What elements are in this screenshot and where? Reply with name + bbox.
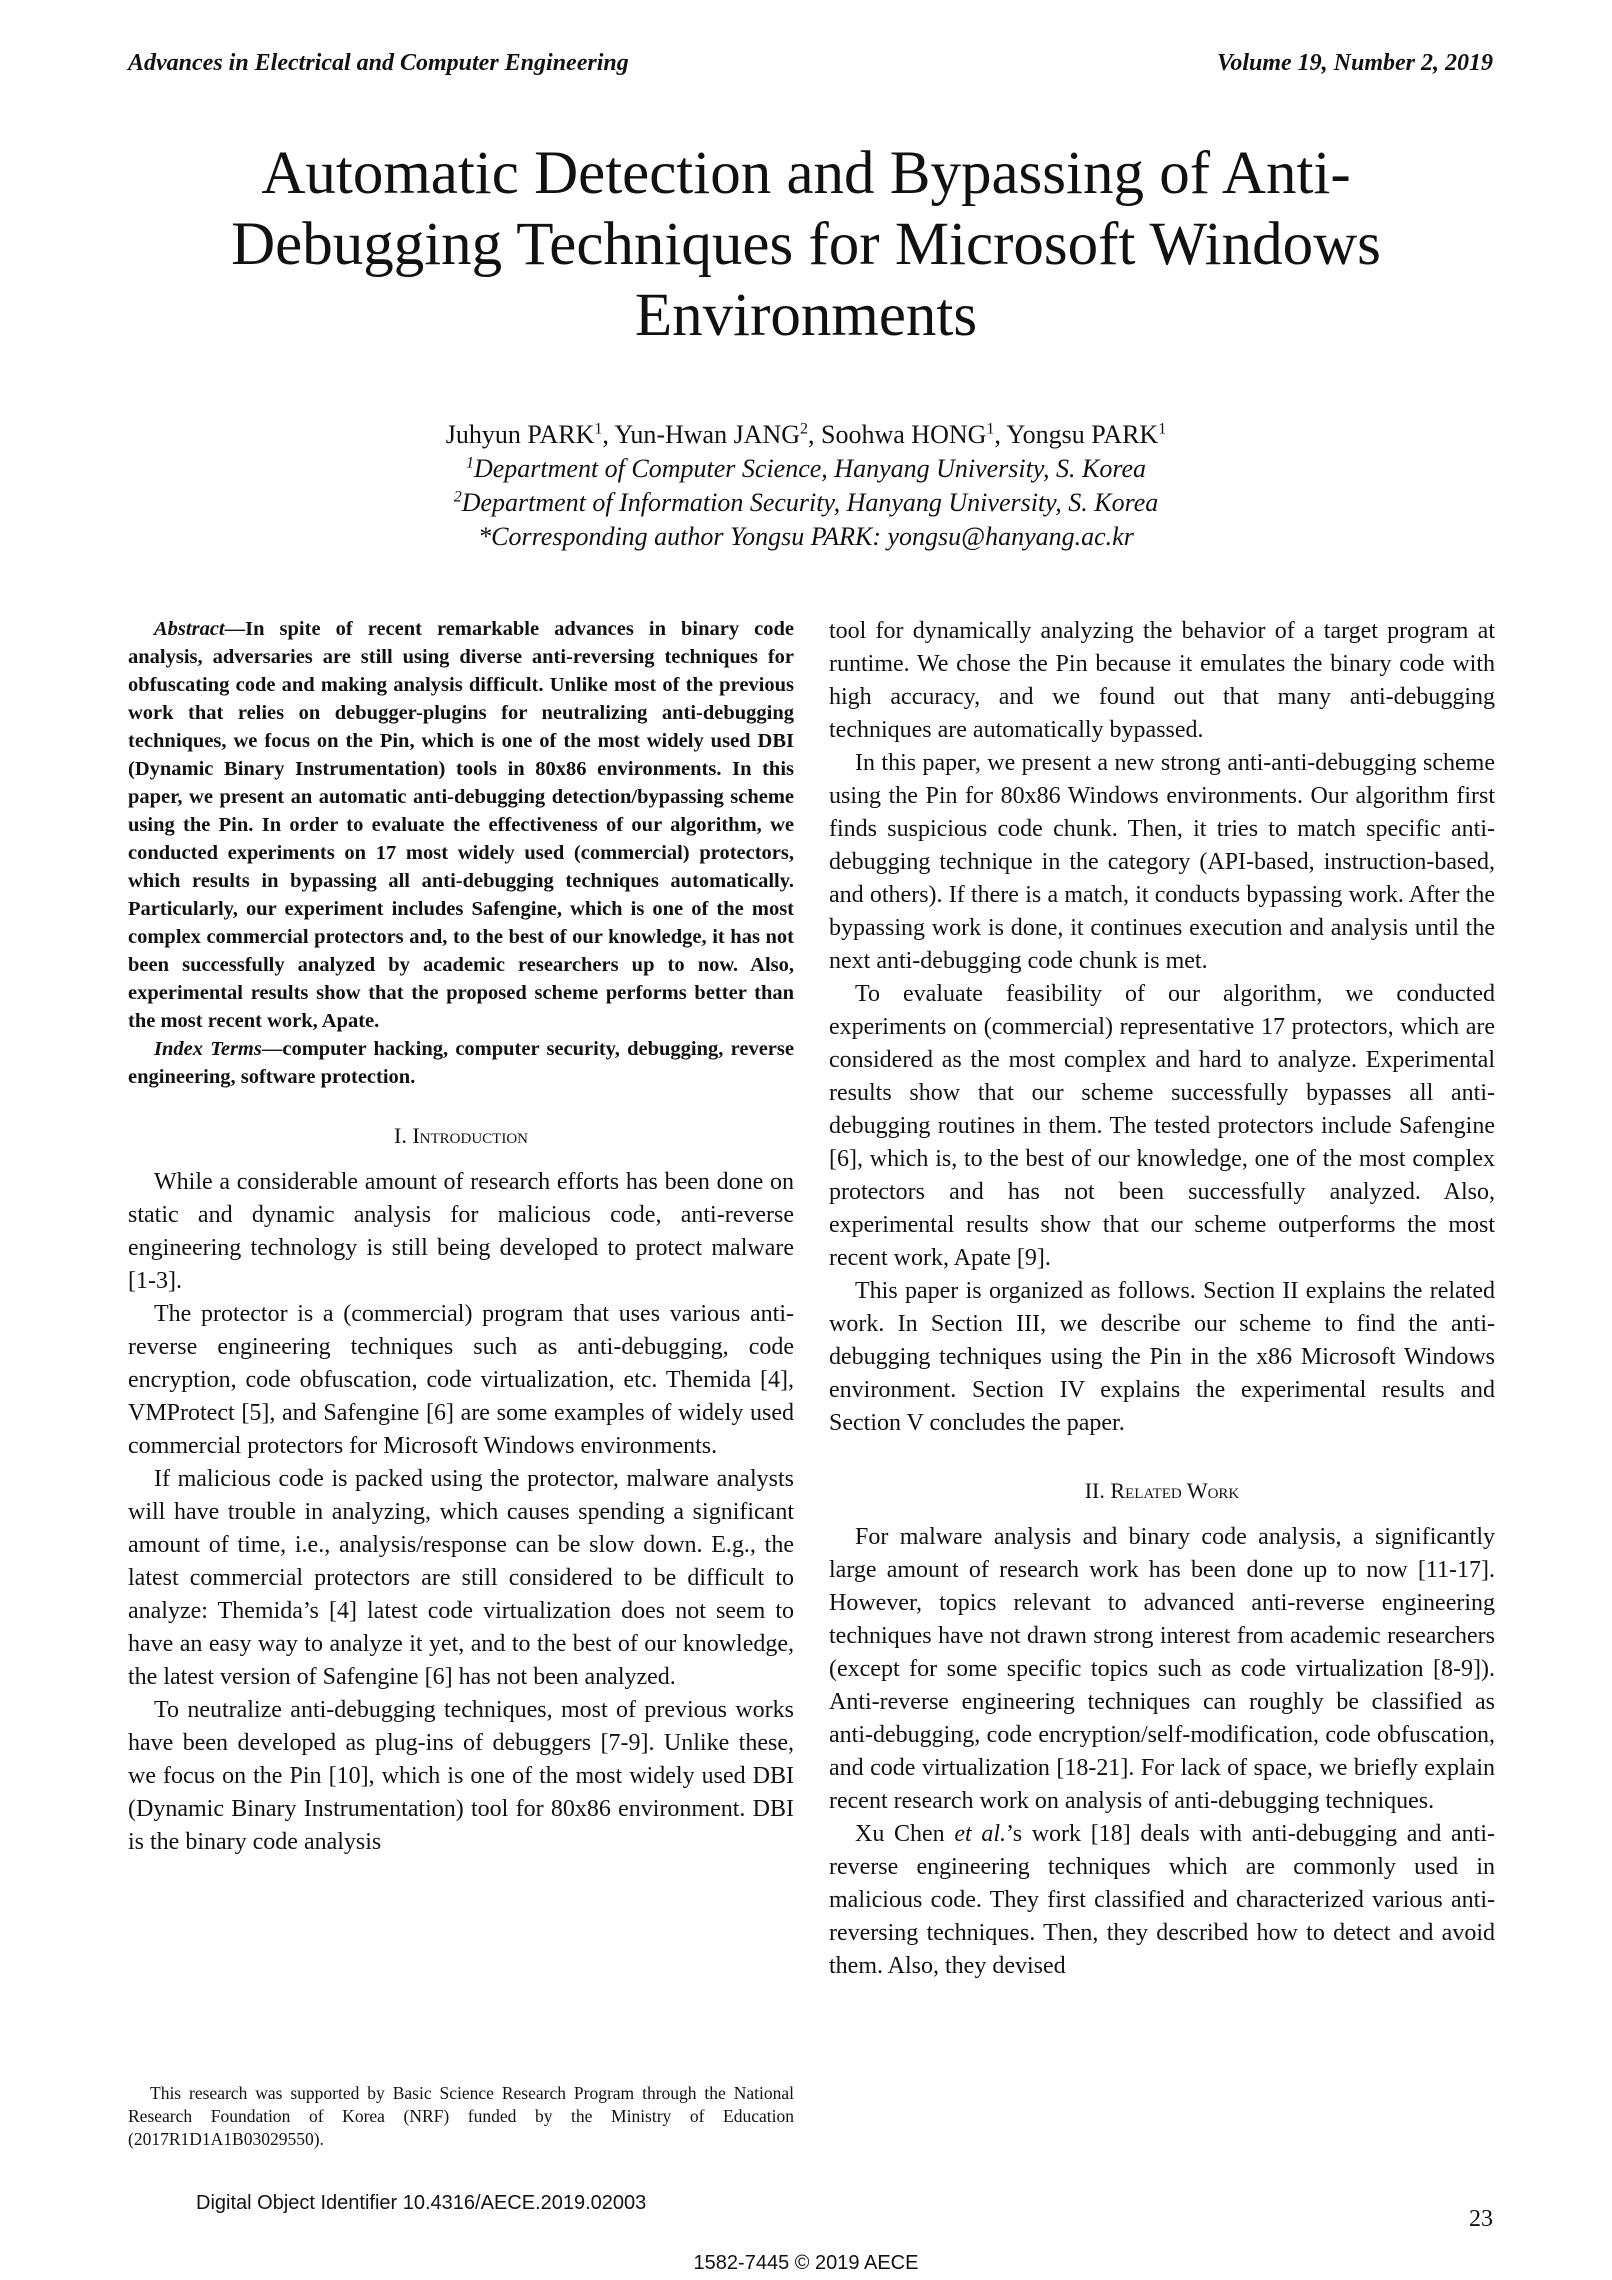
title-line: Environments (634, 282, 978, 349)
issn-copyright: 1582-7445 © 2019 AECE (693, 2252, 919, 2274)
text-run: ’s work [18] deals with anti-debugging and anti-reverse engineering techniques which are commonly used in malicious code. They first classified and characterized various anti-reversing techniques. Then, they described how to detect and avoid them. Also, they devised (829, 1821, 1495, 1979)
running-header (128, 50, 1493, 84)
author-sup: 2 (800, 420, 809, 438)
affiliation-text: Department of Information Security, Hanyang University, S. Korea (461, 488, 1159, 517)
body-paragraph: For malware analysis and binary code analysis, a significantly large amount of research work has been done up to now [11-17]. However, topics relevant to advanced anti-reverse engineering techniques have not drawn strong interest from academic researchers (except for some specific topics such as code virtualization [8-9]). Anti-reverse engineering techniques can roughly be classified as anti-debugging, code encryption/self-modification, code obfuscation, and code virtualization [18-21]. For lack of space, we briefly explain recent research work on analysis of anti-debugging techniques. (829, 1524, 1495, 1814)
body-paragraph: The protector is a (commercial) program that uses various anti-reverse engineering techniques such as anti-debugging, code encryption, code obfuscation, code virtualization, etc. Themida [4], VMProtect [5], and Safengine [6] are some examples of widely used commercial protectors for Microsoft Windows environments. (128, 1301, 794, 1459)
doi: Digital Object Identifier 10.4316/AECE.2019.02003 (196, 2192, 647, 2214)
author-name: Yun-Hwan JANG (614, 420, 801, 449)
index-terms-lead: Index Terms (154, 1038, 262, 1060)
index-terms (128, 1035, 794, 1091)
affiliation-text: Department of Computer Science, Hanyang University, S. Korea (473, 454, 1147, 483)
author-sup: 1 (986, 420, 995, 438)
left-column (128, 615, 794, 1859)
right-column (829, 615, 1495, 1983)
body-paragraph: In this paper, we present a new strong anti-anti-debugging scheme using the Pin for 80x86 Windows environments. Our algorithm first finds suspicious code chunk. Then, it tries to match specific anti-debugging technique in the category (API-based, instruction-based, and others). If there is a match, it conducts bypassing work. After the bypassing work is done, it continues execution and analysis until the next anti-debugging code chunk is met. (829, 750, 1495, 974)
body-paragraph (829, 1818, 1495, 1983)
body-paragraph: To neutralize anti-debugging techniques, most of previous works have been developed as plug-ins of debuggers [7-9]. Unlike these, we focus on the Pin [10], which is one of the most widely used DBI (Dynamic Binary Instrumentation) tool for 80x86 environment. DBI is the binary code analysis (128, 1697, 794, 1855)
affiliation-2 (150, 486, 1462, 520)
abstract-text: —In spite of recent remarkable advances in binary code analysis, adversaries are still using diverse anti-reversing techniques for obfuscating code and making analysis difficult. Unlike most of the previous work that relies on debugger-plugins for neutralizing anti-debugging techniques, we focus on the Pin, which is one of the most widely used DBI (Dynamic Binary Instrumentation) tools in 80x86 environments. In this paper, we present an automatic anti-debugging detection/bypassing scheme using the Pin. In order to evaluate the effectiveness of our algorithm, we conducted experiments on 17 most widely used (commercial) protectors, which results in bypassing all anti-debugging techniques automatically. Particularly, our experiment includes Safengine, which is one of the most complex commercial protectors and, to the best of our knowledge, it has not been successfully analyzed by academic researchers up to now. Also, experimental results show that the proposed scheme performs better than the most recent work, Apate. (128, 618, 794, 1032)
corresponding-author: *Corresponding author Yongsu PARK: yongsu@hanyang.ac.kr (478, 522, 1134, 551)
author-list (150, 418, 1462, 452)
section-number: I. (394, 1123, 407, 1148)
section-heading-introduction (128, 1119, 794, 1152)
author-sup: 1 (594, 420, 603, 438)
body-paragraph: While a considerable amount of research efforts has been done on static and dynamic analysis for malicious code, anti-reverse engineering technology is still being developed to protect malware [1-3]. (128, 1169, 794, 1294)
affiliation-sup: 1 (465, 454, 474, 472)
italic-text: et al. (954, 1821, 1007, 1847)
section-heading-related-work (829, 1474, 1495, 1507)
body-paragraph: If malicious code is packed using the protector, malware analysts will have trouble in analyzing, which causes spending a significant amount of time, i.e., analysis/response can be slow down. E.g., the latest commercial protectors are still considered to be difficult to analyze: Themida’s [4] latest code virtualization does not seem to have an easy way to analyze it yet, and to the best of our knowledge, the latest version of Safengine [6] has not been analyzed. (128, 1466, 794, 1690)
section-number: II. (1084, 1478, 1105, 1503)
title-line: Debugging Techniques for Microsoft Windows (231, 211, 1381, 278)
abstract-lead: Abstract (154, 618, 225, 640)
paper-title (150, 138, 1462, 351)
author-name: Juhyun PARK (445, 420, 595, 449)
author-name: Soohwa HONG (821, 420, 987, 449)
author-block (150, 418, 1462, 554)
abstract (128, 615, 794, 1035)
title-line: Automatic Detection and Bypassing of Anti- (261, 140, 1351, 207)
page-number: 23 (1469, 2206, 1493, 2232)
index-terms-text: —computer hacking, computer security, debugging, reverse engineering, software protection. (128, 1038, 794, 1088)
body-paragraph: To evaluate feasibility of our algorithm, we conducted experiments on (commercial) representative 17 protectors, which are considered as the most complex and hard to analyze. Experimental results show that our scheme successfully bypasses all anti-debugging routines in them. The tested protectors include Safengine [6], which is, to the best of our knowledge, one of the most complex protectors and has not been successfully analyzed. Also, experimental results show that our scheme outperforms the most recent work, Apate [9]. (829, 981, 1495, 1271)
text-run: Xu Chen (855, 1821, 955, 1847)
funding-footnote: This research was supported by Basic Science Research Program through the National Research Foundation of Korea (NRF) funded by the Ministry of Education (2017R1D1A1B03029550). (128, 2083, 794, 2149)
author-sep: , (994, 420, 1007, 449)
author-sep: , (602, 420, 615, 449)
section-title: Related Work (1110, 1478, 1240, 1503)
author-name: Yongsu PARK (1006, 420, 1159, 449)
journal-name: Advances in Electrical and Computer Engineering (128, 50, 629, 76)
author-sup: 1 (1158, 420, 1167, 438)
body-paragraph: This paper is organized as follows. Section II explains the related work. In Section III, we describe our scheme to find the anti-debugging techniques using the Pin in the x86 Microsoft Windows environment. Section IV explains the experimental results and Section V concludes the paper. (829, 1278, 1495, 1436)
section-title: Introduction (412, 1123, 528, 1148)
author-sep: , (808, 420, 822, 449)
affiliation-1 (150, 452, 1462, 486)
affiliation-sup: 2 (453, 488, 462, 506)
volume-info: Volume 19, Number 2, 2019 (1216, 50, 1493, 76)
body-paragraph: tool for dynamically analyzing the behavior of a target program at runtime. We chose the Pin because it emulates the binary code with high accuracy, and we found out that many anti-debugging techniques are automatically bypassed. (829, 618, 1495, 743)
